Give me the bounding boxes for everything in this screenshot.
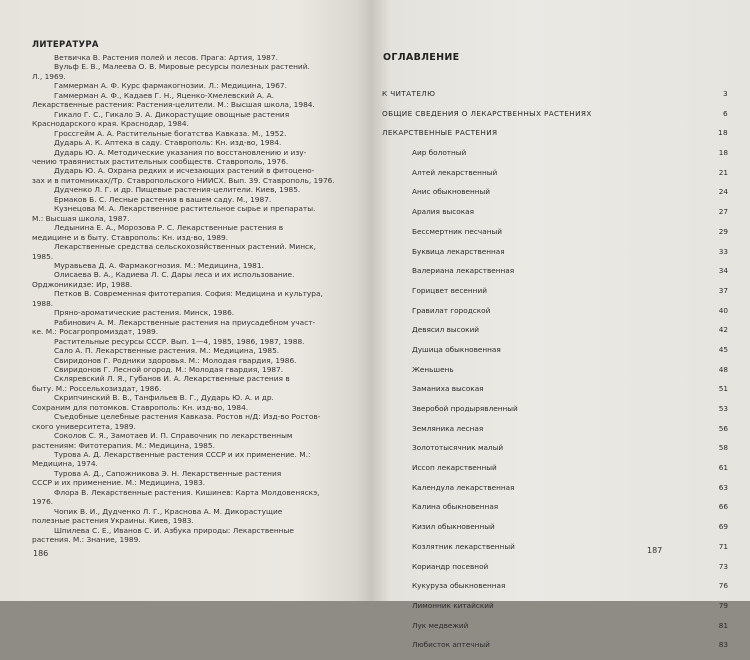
toc-entry <box>382 542 728 562</box>
toc-entry-page: 71 <box>718 541 728 551</box>
toc-entry <box>382 286 728 306</box>
bibliography-line: Турова А. Д. Лекарственные растения СССР и их применение. М.: <box>54 450 311 460</box>
toc-entry-label: Душица обыкновенная <box>412 344 501 354</box>
toc-entry-page: 61 <box>718 463 728 473</box>
toc-entry-page: 24 <box>718 187 728 197</box>
toc-entry <box>382 109 728 129</box>
toc-entry <box>382 621 728 641</box>
toc-entry <box>382 128 728 148</box>
toc-entry-page: 18 <box>718 148 728 158</box>
toc-entry-page: 79 <box>718 600 728 610</box>
bibliography-line: Чопик В. И., Дудченко Л. Г., Краснова А. М. Дикорастущие <box>54 506 283 516</box>
bibliography-line: Дударь Ю. А. Методические указания по восстановлению и изу- <box>54 147 307 157</box>
toc-entry-label: Земляника лесная <box>412 423 484 433</box>
toc-entry <box>382 483 728 503</box>
bibliography-line: Краснодарского края. Краснодар, 1984. <box>32 119 189 129</box>
bibliography-line: Шпилева С. Е., Иванов С. И. Азбука природы: Лекарственные <box>54 525 294 535</box>
toc-entry-page: 56 <box>718 423 728 433</box>
toc-entry <box>382 384 728 404</box>
bibliography-line: Ветвичка В. Растения полей и лесов. Прага: Артия, 1987. <box>54 53 278 62</box>
toc-entry <box>382 443 728 463</box>
page-number-left: 186 <box>33 549 49 558</box>
right-page <box>372 0 750 650</box>
bibliography-line: М.: Высшая школа, 1987. <box>32 213 130 223</box>
toc-entry-label: ЛЕКАРСТВЕННЫЕ РАСТЕНИЯ <box>382 128 498 138</box>
toc-entry-label: Любисток аптечный <box>412 640 490 650</box>
toc-entry-page: 51 <box>718 384 728 394</box>
bibliography-line: Рабинович А. М. Лекарственные растения на приусадебном участ- <box>54 317 316 327</box>
toc-entry <box>382 187 728 207</box>
toc-entry-label: Горицвет весенний <box>412 285 487 295</box>
bibliography-line: Петков В. Современная фитотерапия. София: Медицина и культура, <box>54 289 323 299</box>
bibliography-line: Лекарственные растения: Растения-целители. М.: Высшая школа, 1984. <box>32 100 315 110</box>
toc-entry-label: Аралия высокая <box>412 207 475 217</box>
bibliography-line: Муравьева Д. А. Фармакогнозия. М.: Медицина, 1981. <box>54 260 264 270</box>
bibliography-line: Дудченко Л. Г. и др. Пищевые растения-целители. Киев, 1985. <box>54 185 301 195</box>
toc-entry-label: Анис обыкновенный <box>412 187 491 197</box>
bibliography-line: Вульф Е. В., Малеева О. В. Мировые ресурсы полезных растений. <box>54 62 310 72</box>
toc-entry-label: Лук медвежий <box>412 620 469 630</box>
bibliography-line: Медицина, 1974. <box>32 459 98 469</box>
toc-entry <box>382 306 728 326</box>
toc-entry <box>382 562 728 582</box>
toc-entry-page: 76 <box>718 581 728 591</box>
toc-entry <box>382 365 728 385</box>
toc-entry-label: Кориандр посевной <box>412 561 489 571</box>
bibliography-line: Скляревский Л. Я., Губанов И. А. Лекарственные растения в <box>54 374 290 384</box>
bibliography-line: Гаммерман А. Ф., Кадаев Г. Н., Яценко-Хмелевский А. А. <box>54 90 275 100</box>
bibliography-line: Лекарственные средства сельскохозяйственных растений. Минск, <box>54 242 316 252</box>
bibliography-line: Съедобные целебные растения Кавказа. Ростов н/Д: Изд-во Ростов- <box>54 412 321 422</box>
bibliography-line: Растительные ресурсы СССР. Вып. 1—4, 1985, 1986, 1987, 1988. <box>54 336 305 346</box>
toc-entry-page: 63 <box>718 482 728 492</box>
toc-entry <box>382 502 728 522</box>
toc-heading: ОГЛАВЛЕНИЕ <box>383 52 460 63</box>
bibliography-line: Гикало Г. С., Гикало Э. А. Дикорастущие овощные растения <box>54 109 290 119</box>
toc-entry-label: Кукуруза обыкновенная <box>412 581 506 591</box>
toc-entry-label: Бессмертник песчаный <box>412 226 502 236</box>
bibliography-line: быту. М.: Россельхозиздат, 1986. <box>32 383 162 393</box>
toc-entry <box>382 463 728 483</box>
toc-entry-page: 33 <box>718 246 728 256</box>
toc-entry <box>382 247 728 267</box>
toc-entry-page: 81 <box>718 620 728 630</box>
bibliography-heading: ЛИТЕРАТУРА <box>32 40 99 50</box>
toc-entry <box>382 601 728 621</box>
bibliography-line: зах и в питомниках//Тр. Ставропольского НИИСХ. Вып. 39. Ставрополь, 1976. <box>32 175 335 185</box>
toc-list <box>382 89 728 660</box>
toc-entry <box>382 581 728 601</box>
bibliography-line: ского университета, 1989. <box>32 421 136 431</box>
toc-entry <box>382 148 728 168</box>
bibliography-line: Олисаева В. А., Кадиева Л. С. Дары леса и их использование. <box>54 270 295 280</box>
toc-entry-page: 29 <box>718 226 728 236</box>
toc-entry-label: Иссоп лекарственный <box>412 463 497 473</box>
bibliography-line: 1976. <box>32 497 54 507</box>
toc-entry-page: 21 <box>718 167 728 177</box>
toc-entry-page: 27 <box>718 207 728 217</box>
toc-entry-label: Козлятник лекарственный <box>412 541 515 551</box>
toc-entry-label: ОБЩИЕ СВЕДЕНИЯ О ЛЕКАРСТВЕННЫХ РАСТЕНИЯХ <box>382 108 592 118</box>
toc-entry-page: 34 <box>718 266 728 276</box>
toc-entry <box>382 207 728 227</box>
toc-entry <box>382 325 728 345</box>
toc-entry <box>382 266 728 286</box>
toc-entry-label: Лимонник китайский <box>412 600 494 610</box>
toc-entry <box>382 168 728 188</box>
bibliography-line: 1988. <box>32 298 54 308</box>
bibliography-list <box>32 53 360 545</box>
toc-entry-label: Буквица лекарственная <box>412 246 505 256</box>
toc-entry-page: 3 <box>723 89 728 98</box>
bibliography-line: Дударь Ю. А. Охрана редких и исчезающих растений в фитоцено- <box>54 166 315 176</box>
bibliography-line: Турова А. Д., Сапожникова Э. Н. Лекарственные растения <box>54 468 282 478</box>
page-number-right: 187 <box>647 546 663 555</box>
toc-entry-page: 58 <box>718 443 728 453</box>
toc-entry-page: 69 <box>718 522 728 532</box>
toc-entry-label: Алтей лекарственный <box>412 167 498 177</box>
bibliography-line: Ледынина Е. А., Морозова Р. С. Лекарственные растения в <box>54 223 284 233</box>
bibliography-line: полезные растения Украины. Киев, 1983. <box>32 516 194 526</box>
toc-entry-label: Девясил высокий <box>412 325 480 335</box>
toc-entry-label: Заманиха высокая <box>412 384 484 394</box>
toc-entry-label: Золототысячник малый <box>412 443 504 453</box>
bibliography-line: Скрипчинский В. В., Танфильев В. Г., Дударь Ю. А. и др. <box>54 393 274 403</box>
bibliography-line: Сало А. П. Лекарственные растения. М.: Медицина, 1985. <box>54 346 280 356</box>
toc-entry-label: К ЧИТАТЕЛЮ <box>382 89 436 98</box>
toc-entry <box>382 89 728 109</box>
toc-entry-label: Гравилат городской <box>412 305 491 315</box>
toc-entry-page: 48 <box>718 364 728 374</box>
bibliography-line: Гаммерман А. Ф. Курс фармакогнозии. Л.: Медицина, 1967. <box>54 81 287 91</box>
toc-entry-label: Аир болотный <box>412 148 467 158</box>
toc-entry <box>382 424 728 444</box>
toc-entry-page: 83 <box>718 640 728 650</box>
bibliography-line: растения. М.: Знание, 1989. <box>32 535 141 545</box>
toc-entry-page: 66 <box>718 502 728 512</box>
bibliography-line: медицине и в быту. Ставрополь: Кн. изд-во, 1989. <box>32 232 229 242</box>
toc-entry-label: Зверобой продырявленный <box>412 404 518 413</box>
toc-entry-page: 40 <box>718 305 728 315</box>
toc-entry <box>382 227 728 247</box>
bibliography-line: 1985. <box>32 251 54 261</box>
toc-entry-label: Женьшень <box>412 364 454 374</box>
toc-entry-page: 45 <box>718 344 728 354</box>
bibliography-line: растениям: Фитотерапия. М.: Медицина, 1985. <box>32 440 215 450</box>
bibliography-line: Орджоникидзе: Ир, 1988. <box>32 279 133 289</box>
toc-entry <box>382 640 728 660</box>
bibliography-line: Пряно-ароматические растения. Минск, 1986. <box>54 308 235 318</box>
bibliography-line: Л., 1969. <box>32 71 66 81</box>
toc-entry-label: Календула лекарственная <box>412 482 515 492</box>
toc-entry <box>382 345 728 365</box>
toc-entry-page: 53 <box>718 404 728 413</box>
toc-entry <box>382 404 728 424</box>
bibliography-line: Кузнецова М. А. Лекарственное растительное сырье и препараты. <box>54 204 316 214</box>
toc-entry-page: 6 <box>723 108 728 118</box>
bibliography-line: Дударь А. К. Аптека в саду. Ставрополь: Кн. изд-во, 1984. <box>54 138 282 148</box>
bibliography-line: Соколов С. Я., Замотаев И. П. Справочник по лекарственным <box>54 431 293 441</box>
bibliography-line: Свиридонов Г. Лесной огород. М.: Молодая гвардия, 1987. <box>54 364 284 374</box>
bibliography-line: Сохраним для потомков. Ставрополь: Кн. изд-во, 1984. <box>32 402 249 412</box>
toc-entry-page: 73 <box>718 561 728 571</box>
toc-entry-label: Кизил обыкновенный <box>412 522 495 532</box>
bibliography-line: ке. М.: Росагропромиздат, 1989. <box>32 327 159 337</box>
toc-entry-page: 37 <box>718 285 728 295</box>
bibliography-line: Ермаков Б. С. Лесные растения в вашем саду. М., 1987. <box>54 194 272 204</box>
toc-entry-page: 42 <box>718 325 728 335</box>
left-page <box>0 0 372 601</box>
toc-entry-label: Валериана лекарственная <box>412 266 515 276</box>
bibliography-line: Свиридонов Г. Родники здоровья. М.: Молодая гвардия, 1986. <box>54 355 297 365</box>
bibliography-line: чению травянистых растительных сообществ. Ставрополь, 1976. <box>32 156 289 166</box>
bibliography-line: СССР и их применение. М.: Медицина, 1983. <box>32 478 206 488</box>
bibliography-line: Флора В. Лекарственные растения. Кишинев: Карта Молдовеняскэ, <box>54 487 320 497</box>
toc-entry-page: 18 <box>718 128 728 138</box>
bibliography-line: Гроссгейм А. А. Растительные богатства Кавказа. М., 1952. <box>54 128 287 138</box>
toc-entry <box>382 522 728 542</box>
toc-entry-label: Калина обыкновенная <box>412 502 499 512</box>
